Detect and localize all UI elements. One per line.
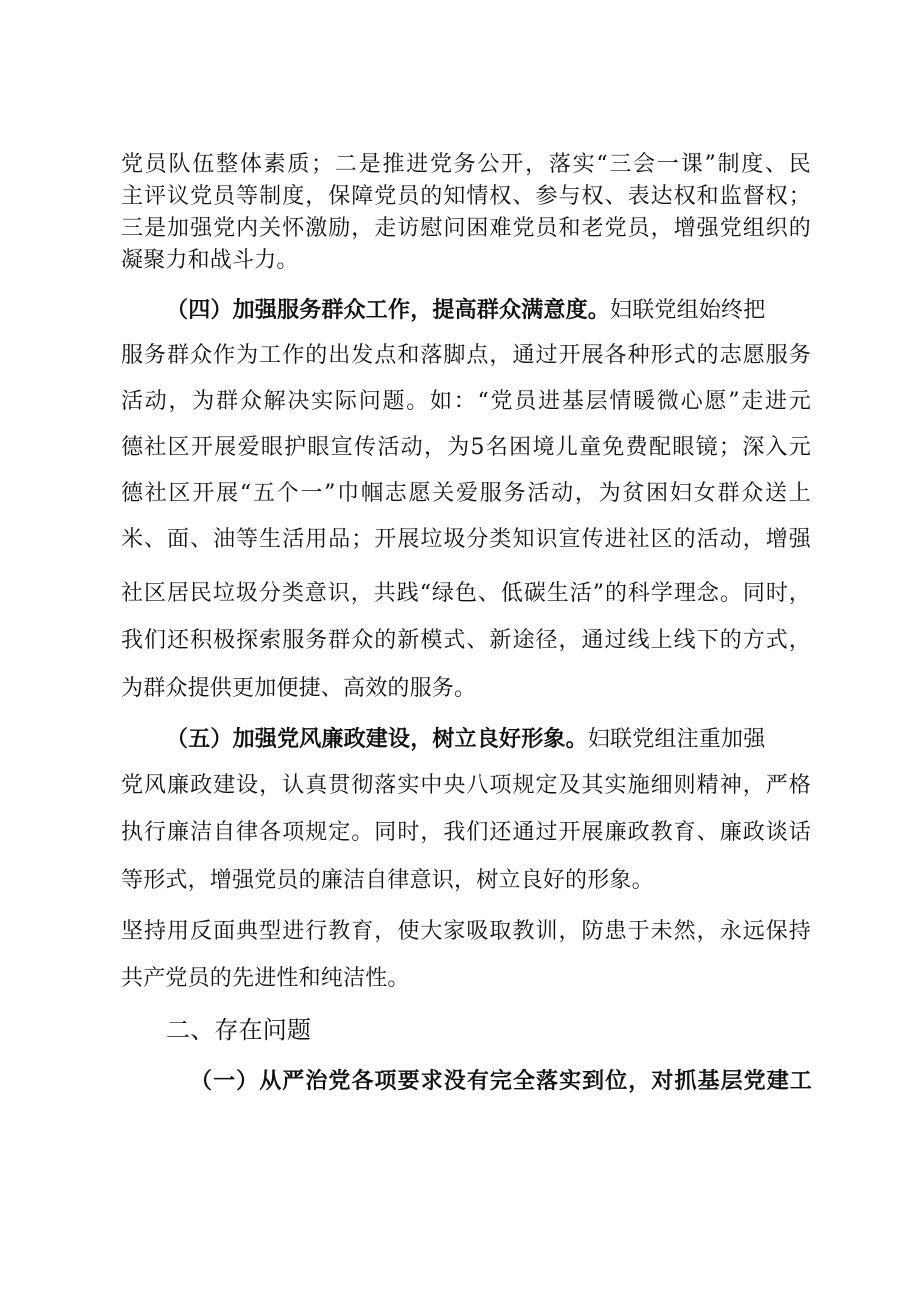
text-line: 三是加强党内关怀激励，走访慰问困难党员和老党员，增强党组织的	[121, 216, 811, 241]
paragraph-first-line	[166, 724, 812, 754]
paragraph-heading: （四）加强服务群众工作，提高群众满意度。	[166, 297, 611, 323]
text-line: 党员队伍整体素质；二是推进党务公开，落实“三会一课”制度、民	[121, 152, 811, 177]
text-line: 社区居民垃圾分类意识，共践“绿色、低碳生活”的科学理念。同时，	[121, 581, 811, 606]
paragraph-heading: （五）加强党风廉政建设，树立良好形象。	[166, 726, 588, 752]
text-span: 妇联党组始终把	[610, 298, 766, 323]
text-line: 共产党员的先进性和纯洁性。	[121, 966, 410, 991]
text-span: 妇联党组注重加强	[587, 727, 766, 752]
paragraph-first-line	[166, 295, 812, 325]
text-line: 执行廉洁自律各项规定。同时，我们还通过开展廉政教育、廉政谈话	[121, 820, 811, 845]
paragraph-heading: （一）从严治党各项要求没有完全落实到位，对抓基层党建工	[190, 1068, 812, 1094]
text-line: 等形式，增强党员的廉洁自律意识，树立良好的形象。	[121, 868, 654, 893]
text-line: 米、面、油等生活用品；开展垃圾分类知识宣传进社区的活动，增强	[121, 527, 811, 552]
section-heading: 二、存在问题	[166, 1016, 312, 1044]
text-line: 主评议党员等制度，保障党员的知情权、参与权、表达权和监督权；	[121, 184, 811, 209]
text-line: 德社区开展“五个一”巾帼志愿关爱服务活动，为贫困妇女群众送上	[121, 481, 811, 506]
text-line: 坚持用反面典型进行教育，使大家吸取教训，防患于未然，永远保持	[121, 919, 811, 944]
text-line: 党风廉政建设，认真贯彻落实中央八项规定及其实施细则精神，严格	[121, 773, 811, 798]
text-line: 我们还积极探索服务群众的新模式、新途径，通过线上线下的方式，	[121, 628, 811, 653]
text-line: 凝聚力和战斗力。	[121, 248, 299, 273]
text-line: 活动，为群众解决实际问题。如：“党员进基层情暖微心愿”走进元	[121, 389, 811, 414]
text-line: 为群众提供更加便捷、高效的服务。	[121, 676, 477, 701]
text-line: 服务群众作为工作的出发点和落脚点，通过开展各种形式的志愿服务	[121, 343, 811, 368]
text-line: 德社区开展爱眼护眼宣传活动，为5名困境儿童免费配眼镜；深入元	[121, 435, 811, 460]
